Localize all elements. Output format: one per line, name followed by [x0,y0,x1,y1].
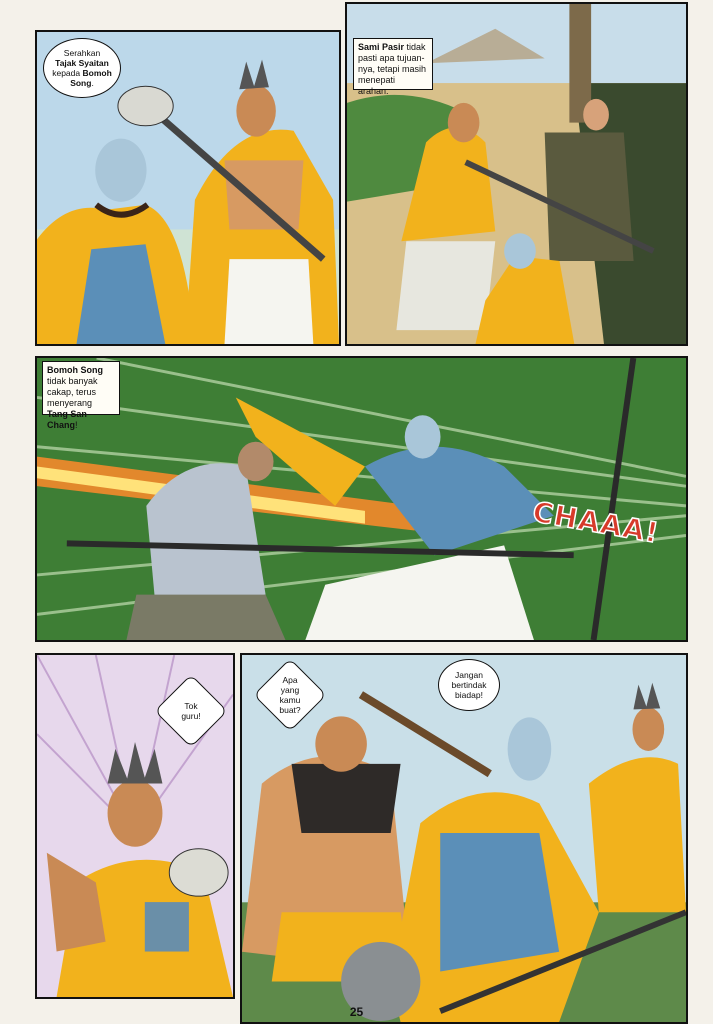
bubble-text: kepada [52,68,81,78]
narration-caption [42,361,120,430]
bubble-name: Tajak Syaitan [55,58,109,68]
bubble-text: . [91,78,94,88]
panel-2 [345,2,688,346]
caption-name: Tang San Chang [47,409,87,430]
panel-3-art [37,358,686,640]
panel-5 [240,653,688,1024]
panel-4 [35,653,235,999]
sound-effect: CHAAA! [530,495,662,550]
shout-text: Apa yang kamu buat? [279,675,301,715]
speech-bubble [438,659,500,711]
shout-text: Tok guru! [181,701,201,721]
caption-name: Bomoh Song [47,365,103,375]
bubble-text: Jangan bertindak biadap! [451,670,487,700]
bubble-name: Bomoh Song [70,68,112,88]
speech-bubble [43,38,121,98]
panel-3 [35,356,688,642]
page-number: 25 [349,1005,364,1019]
caption-text: ! [75,420,78,430]
bubble-text: Serahkan [63,48,101,58]
panel-1 [35,30,341,346]
narration-caption [353,38,433,96]
caption-text: tidak banyak cakap, terus menyerang [47,376,98,408]
caption-text: tidak pasti apa tujuan-nya, tetapi masih menepati arahan. [358,42,427,96]
caption-name: Sami Pasir [358,42,405,52]
